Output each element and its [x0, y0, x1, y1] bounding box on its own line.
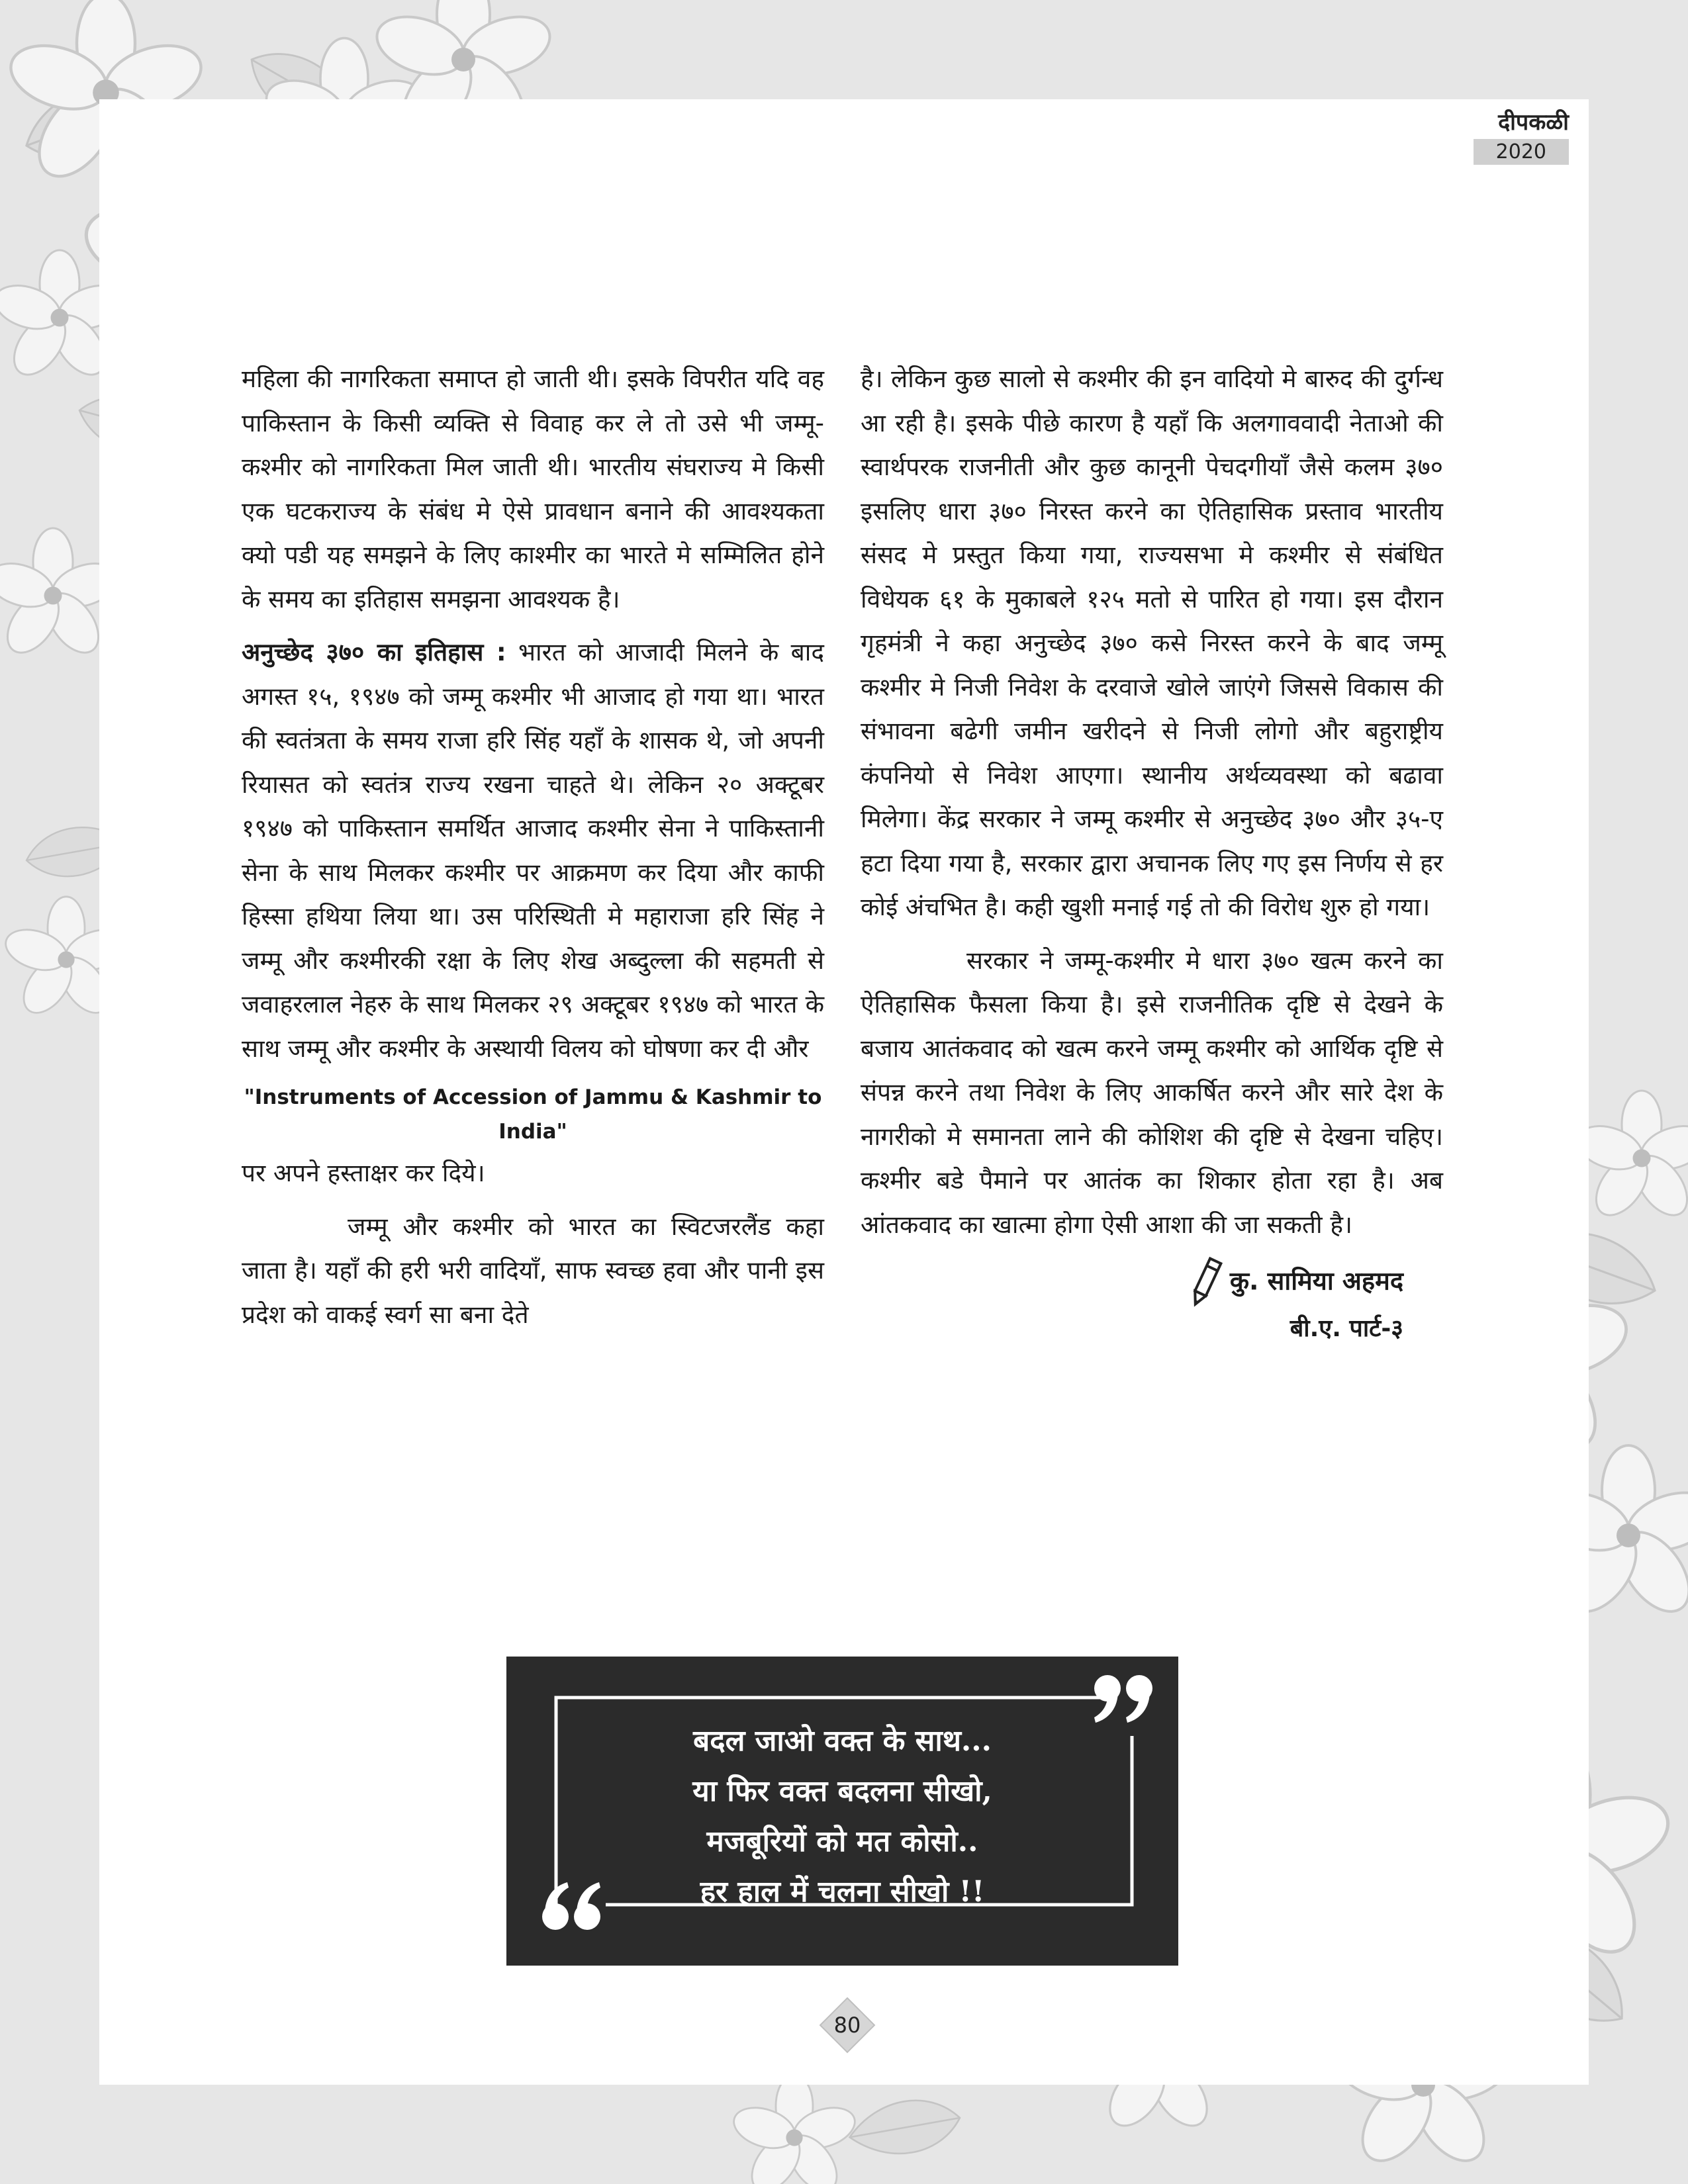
left-paragraph-3: पर अपने हस्ताक्षर कर दिये।: [242, 1159, 485, 1187]
quote-box: [506, 1657, 1178, 1966]
left-paragraph-4: जम्मू और कश्मीर को भारत का स्विटजरलैंड कहा जाता है। यहाँ की हरी भरी वादियाँ, साफ स्वच्छ हवा और पानी इस प्रदेश को वाकई स्वर्ग सा बना देते: [242, 1212, 824, 1329]
quote-line: हर हाल में चलना सीखो !!: [700, 1875, 985, 1909]
left-column: [242, 357, 824, 1346]
quote-line: मजबूरियों को मत कोसो..: [706, 1825, 978, 1858]
left-paragraph-1: महिला की नागरिकता समाप्त हो जाती थी। इसके विपरीत यदि वह पाकिस्तान के किसी व्यक्ति से विवाह कर ले तो उसे भी जम्मू-कश्मीर को नागरिकता मिल जाती थी। भारतीय संघराज्य मे किसी एक घटकराज्य के संबंध मे ऐसे प्रावधान बनाने की आवश्यकता क्यो पडी यह समझने के लिए काश्मीर का भारते मे सम्मिलित होने के समय का इतिहास समझना आवश्यक है।: [242, 365, 824, 614]
pencil-icon: [1188, 1256, 1223, 1309]
right-paragraph-1: है। लेकिन कुछ सालो से कश्मीर की इन वादियो मे बारुद की दुर्गन्ध आ रही है। इसके पीछे कारण है यहाँ कि अलगाववादी नेताओ की स्वार्थपरक राजनीती और कुछ कानूनी पेचदगीयाँ जैसे कलम ३७० इसलिए धारा ३७० निरस्त करने का ऐतिहासिक प्रस्ताव भारतीय संसद मे प्रस्तुत किया गया, राज्यसभा मे कश्मीर से संबंधित विधेयक ६१ के मुकाबले १२५ मतो से पारित हो गया। इस दौरान गृहमंत्री ने कहा अनुच्छेद ३७० कसे निरस्त करने के बाद जम्मू कश्मीर मे निजी निवेश के दरवाजे खोले जाएंगे जिससे विकास की संभावना बढेगी जमीन खरीदने से निजी लोगो और बहुराष्ट्रीय कंपनियो से निवेश आएगा। स्थानीय अर्थव्यवस्था को बढावा मिलेगा। केंद्र सरकार ने जम्मू कश्मीर से अनुच्छेद ३७० और ३५-ए हटा दिया गया है, सरकार द्वारा अचानक लिए गए इस निर्णय से हर कोई अंचभित है। कही खुशी मनाई गई तो की विरोध शुरु हो गया।: [861, 365, 1443, 921]
left-paragraph-2: [242, 631, 824, 1071]
quote-line: या फिर वक्त बदलना सीखो,: [692, 1774, 992, 1808]
magazine-title: दीपकळी: [1498, 109, 1569, 136]
right-paragraph-2: सरकार ने जम्मू-कश्मीर मे धारा ३७० खत्म करने का ऐतिहासिक फैसला किया है। इसे राजनीतिक दृष्टि से देखने के बजाय आतंकवाद को खत्म करने जम्मू कश्मीर को आर्थिक दृष्टि से संपन्न करने तथा निवेश के लिए आकर्षित करने और सारे देश के नागरीको मे समानता लाने की कोशिश की दृष्टि से देखना चहिए। कश्मीर बडे पैमाने पर आतंक का शिकार होता रहा है। अब आंतकवाद का खात्मा होगा ऐसी आशा की जा सकती है।: [861, 946, 1443, 1239]
page-number-badge: [818, 1995, 877, 2055]
quote-line: बदल जाओ वक्त के साथ...: [693, 1724, 992, 1758]
section-subheading: अनुच्छेद ३७० का इतिहास :: [242, 638, 506, 666]
magazine-year: 2020: [1474, 139, 1569, 165]
left-paragraph-2-text: भारत को आजादी मिलने के बाद अगस्त १५, १९४७ को जम्मू कश्मीर भी आजाद हो गया था। भारत की स्वतंत्रता के समय राजा हरि सिंह यहाँ के शासक थे, जो अपनी रियासत को स्वतंत्र राज्य रखना चाहते थे। लेकिन २० अक्टूबर १९४७ को पाकिस्तान समर्थित आजाद कश्मीर सेना ने पाकिस्तानी सेना के साथ मिलकर कश्मीर पर आक्रमण कर दिया और काफी हिस्सा हथिया लिया था। उस परिस्थिती मे महाराजा हरि सिंह ने जम्मू और कश्मीरकी रक्षा के लिए शेख अब्दुल्ला की सहमती से जवाहरलाल नेहरु के साथ मिलकर २९ अक्टूबर १९४७ को भारत के साथ जम्मू और कश्मीर के अस्थायी विलय को घोषणा कर दी और: [242, 638, 824, 1063]
author-name: कु. सामिया अहमद: [1229, 1266, 1403, 1296]
author-class: बी.ए. पार्ट-३: [1289, 1315, 1403, 1342]
quote-text: [506, 1716, 1178, 1917]
magazine-header: [1410, 106, 1569, 165]
page-number: 80: [833, 2013, 861, 2038]
right-column: [861, 357, 1443, 1349]
english-document-title: "Instruments of Accession of Jammu & Kashmir to India": [244, 1085, 822, 1144]
author-byline: [861, 1256, 1443, 1349]
